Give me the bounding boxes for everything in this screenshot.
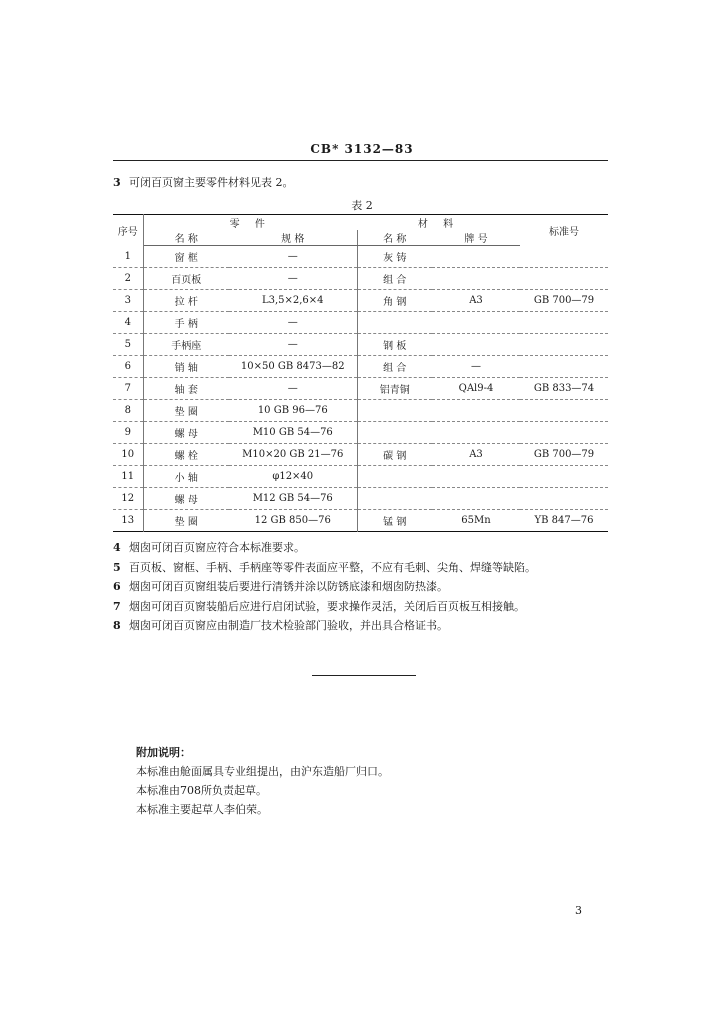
table-caption: 表 2 bbox=[351, 199, 373, 212]
material-grade bbox=[432, 246, 520, 268]
material-name: 组 合 bbox=[357, 356, 432, 378]
header-standard: 标准号 bbox=[549, 226, 579, 238]
notes-title: 附加说明： bbox=[136, 746, 191, 759]
clause-4 bbox=[113, 541, 305, 555]
standard-number bbox=[520, 466, 608, 488]
material-name: 铝青铜 bbox=[357, 378, 432, 400]
material-grade: 65Mn bbox=[432, 510, 520, 532]
standard-number: GB 700—79 bbox=[520, 290, 608, 312]
material-name: 锰 钢 bbox=[357, 510, 432, 532]
standard-number: GB 833—74 bbox=[520, 378, 608, 400]
table-header-row bbox=[113, 215, 608, 231]
part-name: 螺 栓 bbox=[143, 444, 229, 466]
note-line: 本标准由舱面属具专业组提出，由沪东造船厂归口。 bbox=[136, 765, 389, 778]
header-rule bbox=[113, 160, 608, 161]
material-name bbox=[357, 466, 432, 488]
part-name: 螺 母 bbox=[143, 422, 229, 444]
part-name: 手柄座 bbox=[143, 334, 229, 356]
standard-number bbox=[520, 312, 608, 334]
material-name: 碳 钢 bbox=[357, 444, 432, 466]
part-spec: — bbox=[229, 246, 357, 268]
material-name: 角 钢 bbox=[357, 290, 432, 312]
material-grade bbox=[432, 334, 520, 356]
part-spec: L3,5×2,6×4 bbox=[229, 290, 357, 312]
material-grade bbox=[432, 268, 520, 290]
clause-text: 烟囱可闭百页窗组装后要进行清锈并涂以防锈底漆和烟囱防热漆。 bbox=[129, 580, 448, 593]
part-name: 窗 框 bbox=[143, 246, 229, 268]
clause-number: 7 bbox=[113, 599, 121, 613]
material-name bbox=[357, 400, 432, 422]
standard-number bbox=[520, 246, 608, 268]
header-grade: 牌 号 bbox=[432, 230, 520, 246]
part-spec: 10 GB 96—76 bbox=[229, 400, 357, 422]
material-grade: A3 bbox=[432, 444, 520, 466]
note-line: 本标准由708所负责起草。 bbox=[136, 784, 267, 797]
material-name: 组 合 bbox=[357, 268, 432, 290]
row-number: 2 bbox=[113, 268, 143, 290]
part-spec: M10×20 GB 21—76 bbox=[229, 444, 357, 466]
clause-7 bbox=[113, 600, 525, 614]
part-name: 拉 杆 bbox=[143, 290, 229, 312]
part-name: 手 柄 bbox=[143, 312, 229, 334]
part-spec: — bbox=[229, 378, 357, 400]
parts-material-table bbox=[113, 214, 608, 532]
row-number: 11 bbox=[113, 466, 143, 488]
standard-number bbox=[520, 422, 608, 444]
clause-number: 6 bbox=[113, 580, 121, 593]
row-number: 8 bbox=[113, 400, 143, 422]
material-grade: QAl9-4 bbox=[432, 378, 520, 400]
table-row bbox=[113, 312, 608, 334]
material-grade bbox=[432, 400, 520, 422]
row-number: 3 bbox=[113, 290, 143, 312]
material-name bbox=[357, 422, 432, 444]
clause-6 bbox=[113, 580, 448, 594]
header-material-group: 材 料 bbox=[417, 219, 460, 230]
part-spec: 10×50 GB 8473—82 bbox=[229, 356, 357, 378]
material-grade bbox=[432, 312, 520, 334]
document-code: CB* 3132—83 bbox=[310, 142, 414, 156]
end-rule bbox=[312, 675, 416, 676]
row-number: 9 bbox=[113, 422, 143, 444]
material-grade: — bbox=[432, 356, 520, 378]
clause-number: 3 bbox=[113, 176, 121, 189]
header-part-group: 零 件 bbox=[229, 219, 271, 230]
standard-number bbox=[520, 488, 608, 510]
part-name: 垫 圈 bbox=[143, 510, 229, 532]
material-grade bbox=[432, 488, 520, 510]
material-name: 灰 铸 bbox=[357, 246, 432, 268]
table-row bbox=[113, 510, 608, 532]
table-row bbox=[113, 488, 608, 510]
part-spec: φ12×40 bbox=[229, 466, 357, 488]
row-number: 6 bbox=[113, 356, 143, 378]
row-number: 4 bbox=[113, 312, 143, 334]
table-body bbox=[113, 246, 608, 532]
standard-number: GB 700—79 bbox=[520, 444, 608, 466]
standard-number bbox=[520, 400, 608, 422]
table-row bbox=[113, 444, 608, 466]
page-number: 3 bbox=[575, 904, 582, 917]
part-name: 螺 母 bbox=[143, 488, 229, 510]
table-row bbox=[113, 290, 608, 312]
material-grade bbox=[432, 422, 520, 444]
clause-text: 烟囱可闭百页窗应符合本标准要求。 bbox=[129, 541, 305, 554]
table-row bbox=[113, 422, 608, 444]
part-spec: — bbox=[229, 334, 357, 356]
clause-number: 5 bbox=[113, 560, 121, 574]
header-material-name: 名 称 bbox=[357, 230, 432, 246]
header-spec: 规 格 bbox=[229, 230, 357, 246]
part-name: 小 轴 bbox=[143, 466, 229, 488]
material-name bbox=[357, 488, 432, 510]
clause-number: 8 bbox=[113, 619, 121, 632]
row-number: 1 bbox=[113, 246, 143, 268]
part-name: 销 轴 bbox=[143, 356, 229, 378]
row-number: 12 bbox=[113, 488, 143, 510]
clause-text: 烟囱可闭百页窗装船后应进行启闭试验，要求操作灵活，关闭后百页板互相接触。 bbox=[129, 599, 525, 613]
clause-text: 可闭百页窗主要零件材料见表 2。 bbox=[129, 176, 294, 189]
header-seq: 序号 bbox=[113, 215, 143, 246]
table-row bbox=[113, 378, 608, 400]
material-name: 钢 板 bbox=[357, 334, 432, 356]
part-spec: M12 GB 54—76 bbox=[229, 488, 357, 510]
material-grade bbox=[432, 466, 520, 488]
row-number: 13 bbox=[113, 510, 143, 532]
part-name: 轴 套 bbox=[143, 378, 229, 400]
table-row bbox=[113, 400, 608, 422]
row-number: 7 bbox=[113, 378, 143, 400]
clause-text: 百页板、窗框、手柄、手柄座等零件表面应平整，不应有毛刺、尖角、焊缝等缺陷。 bbox=[129, 560, 536, 574]
header-part-name: 名 称 bbox=[143, 230, 229, 246]
material-grade: A3 bbox=[432, 290, 520, 312]
row-number: 5 bbox=[113, 334, 143, 356]
table-row bbox=[113, 268, 608, 290]
table-row bbox=[113, 246, 608, 268]
clause-number: 4 bbox=[113, 541, 121, 554]
note-line: 本标准主要起草人李伯荣。 bbox=[136, 803, 268, 816]
clause-text: 烟囱可闭百页窗应由制造厂技术检验部门验收，并出具合格证书。 bbox=[129, 619, 448, 632]
part-spec: — bbox=[229, 312, 357, 334]
part-spec: 12 GB 850—76 bbox=[229, 510, 357, 532]
table-row bbox=[113, 334, 608, 356]
standard-number bbox=[520, 268, 608, 290]
standard-number bbox=[520, 356, 608, 378]
part-name: 垫 圈 bbox=[143, 400, 229, 422]
standard-number: YB 847—76 bbox=[520, 510, 608, 532]
part-name: 百页板 bbox=[143, 268, 229, 290]
table-row bbox=[113, 466, 608, 488]
clause-3 bbox=[113, 176, 294, 190]
part-spec: M10 GB 54—76 bbox=[229, 422, 357, 444]
clause-8 bbox=[113, 619, 448, 633]
part-spec: — bbox=[229, 268, 357, 290]
clause-5 bbox=[113, 561, 536, 575]
table-row bbox=[113, 356, 608, 378]
row-number: 10 bbox=[113, 444, 143, 466]
material-name bbox=[357, 312, 432, 334]
standard-number bbox=[520, 334, 608, 356]
